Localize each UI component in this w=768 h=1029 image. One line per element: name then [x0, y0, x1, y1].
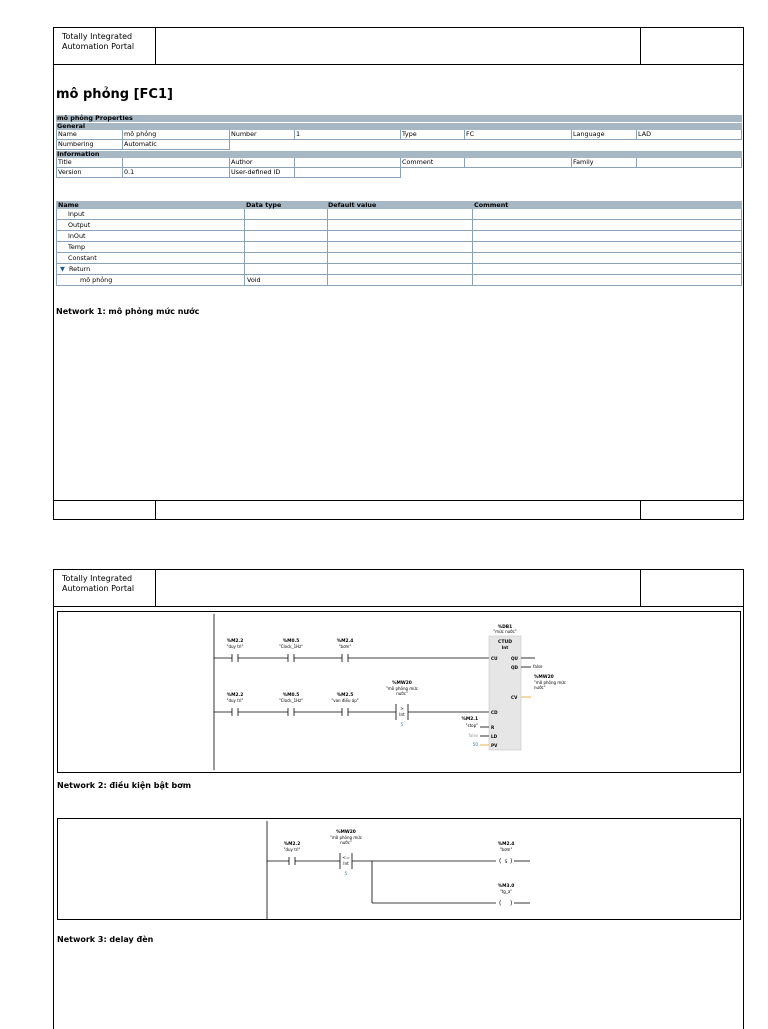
n2-contact-name: "duy trì"	[283, 847, 301, 852]
interface-row	[56, 231, 742, 242]
ctud-block[interactable]	[489, 624, 521, 750]
type-label: Type	[402, 130, 417, 138]
interface-row-type	[246, 254, 247, 262]
pin-ld: LD	[491, 734, 498, 739]
pv-value: 50	[472, 742, 478, 747]
interface-header	[56, 201, 742, 209]
r1c1-name: "duy trì"	[226, 644, 244, 649]
n2-cmp-addr: %MW20	[336, 830, 356, 835]
svg-text:(: (	[499, 858, 502, 865]
general-row-1	[56, 130, 742, 140]
pin-pv: PV	[491, 743, 498, 748]
coil2-name: "tg_a"	[499, 889, 513, 894]
n2-cmp-op: <=	[342, 856, 350, 861]
qd-value: false	[533, 664, 543, 669]
r2c2-name: "Clock_1Hz"	[278, 698, 304, 703]
coil-tg-a[interactable]	[498, 883, 515, 907]
interface-row	[56, 253, 742, 264]
interface-rows	[56, 209, 742, 286]
properties-table	[56, 115, 742, 178]
compare-gt[interactable]	[386, 680, 418, 727]
cv-name2: nước"	[534, 685, 546, 690]
ctud-dtype: Int	[501, 645, 509, 650]
network2-ladder	[58, 819, 742, 921]
info-row-2	[56, 168, 401, 178]
svg-text:): )	[510, 900, 513, 907]
type-value: FC	[466, 130, 475, 138]
contact-duy-tri-1[interactable]	[227, 638, 244, 662]
cmp1-name2: nước"	[396, 691, 408, 696]
cv-name1: "mô phỏng mức	[534, 680, 566, 685]
info-row-1	[56, 158, 742, 168]
compare-le[interactable]	[330, 829, 362, 876]
r1c3-addr: %M2.4	[336, 639, 354, 644]
title-label: Title	[58, 158, 72, 166]
interface-row	[56, 275, 742, 286]
general-row-2	[56, 140, 230, 150]
cmp1-value: 5	[400, 722, 404, 727]
page2-frame	[53, 569, 744, 1029]
r-addr: %M2.1	[461, 717, 478, 722]
interface-row-name: Input	[68, 210, 85, 218]
general-section-bar: General	[56, 123, 742, 130]
family-label: Family	[573, 158, 594, 166]
interface-row-type: Void	[247, 276, 261, 284]
author-label: Author	[231, 158, 253, 166]
contact-duy-tri-n2[interactable]	[284, 841, 301, 865]
contact-van-dieu-ap[interactable]	[331, 692, 358, 716]
contact-duy-tri-2[interactable]	[227, 692, 244, 716]
interface-table	[56, 201, 742, 286]
interface-row-name: InOut	[68, 232, 86, 240]
r1c3-name: "bơm"	[338, 644, 352, 649]
page1-header-text: Totally Integrated Automation Portal	[54, 28, 156, 64]
svg-text:(: (	[499, 900, 502, 907]
contact-bom[interactable]	[337, 638, 354, 662]
coil2-addr: %M3.0	[497, 884, 515, 889]
pin-r: R	[491, 725, 495, 730]
r-name: "stop"	[465, 723, 478, 728]
collapse-arrow-icon[interactable]: ▼	[60, 265, 65, 273]
interface-row-name: Temp	[68, 243, 86, 251]
r2c3-name: "van điều áp"	[331, 698, 359, 703]
cmp1-addr: %MW20	[392, 681, 412, 686]
pin-qu: QU	[511, 656, 518, 661]
coil1-addr: %M2.4	[497, 842, 515, 847]
interface-header-default: Default value	[328, 201, 377, 209]
network1-title: Network 1: mô phỏng mức nước	[56, 307, 200, 316]
interface-row	[56, 242, 742, 253]
interface-row-type	[246, 210, 247, 218]
r1c2-name: "Clock_1Hz"	[278, 644, 304, 649]
svg-text:): )	[510, 858, 513, 865]
coil-set-bom[interactable]	[498, 841, 515, 865]
version-value: 0.1	[124, 168, 135, 176]
pin-cd: CD	[491, 710, 498, 715]
language-value: LAD	[638, 130, 651, 138]
number-value: 1	[296, 130, 301, 138]
contact-clock-2[interactable]	[279, 692, 303, 716]
numbering-value: Automatic	[124, 140, 157, 148]
r2c3-addr: %M2.5	[336, 693, 354, 698]
properties-title: mô phỏng Properties	[56, 115, 742, 122]
page2-header	[54, 570, 743, 607]
pin-cv: CV	[511, 695, 518, 700]
cmp1-type: Int	[399, 712, 405, 717]
page1-footer	[54, 500, 743, 519]
interface-row-type	[246, 221, 247, 229]
title-value	[123, 158, 124, 166]
interface-row-name: Return	[69, 265, 91, 273]
n2-cmp-value: 5	[344, 871, 348, 876]
ctud-addr: %DB1	[497, 625, 513, 630]
ctud-type: CTUD	[497, 640, 513, 645]
network1-ladder	[58, 612, 742, 774]
pin-cu: CU	[491, 656, 498, 661]
author-value	[295, 158, 296, 166]
family-value	[637, 158, 638, 166]
n2-cmp-name2: nước"	[340, 840, 352, 845]
information-section-bar: Information	[56, 151, 742, 158]
r2c2-addr: %M0.5	[282, 693, 300, 698]
name-value: mô phỏng	[124, 130, 157, 138]
ld-value: false	[468, 733, 478, 738]
interface-row-type	[246, 265, 247, 273]
cmp1-name1: "mô phỏng mức	[386, 686, 418, 691]
coil1-name: "bơm"	[499, 847, 513, 852]
number-label: Number	[231, 130, 257, 138]
network3-title: Network 3: delay đèn	[57, 935, 154, 944]
version-label: Version	[58, 168, 82, 176]
comment-label: Comment	[402, 158, 434, 166]
numbering-label: Numbering	[58, 140, 94, 148]
network1-ladder-box	[57, 611, 741, 773]
contact-clock-1[interactable]	[279, 638, 303, 662]
network2-ladder-box	[57, 818, 741, 920]
interface-header-name: Name	[58, 201, 79, 209]
interface-row-type	[246, 232, 247, 240]
n2-cmp-type: Int	[343, 861, 349, 866]
r2c1-name: "duy trì"	[226, 698, 244, 703]
interface-row-type	[246, 243, 247, 251]
page1-header-right	[640, 28, 641, 64]
interface-row-name: Output	[68, 221, 91, 229]
comment-value	[465, 158, 466, 166]
n2-cmp-name1: "mô phỏng mức	[330, 835, 362, 840]
interface-row	[56, 264, 742, 275]
udid-label: User-defined ID	[231, 168, 281, 176]
page1-header	[54, 28, 743, 65]
block-title: mô phỏng [FC1]	[56, 87, 173, 102]
n2-contact-addr: %M2.2	[283, 842, 301, 847]
network2-title: Network 2: điều kiện bật bơm	[57, 781, 192, 790]
coil1-sym: S	[504, 859, 508, 864]
language-label: Language	[573, 130, 605, 138]
interface-row-name: mô phỏng	[80, 276, 113, 284]
interface-header-comment: Comment	[474, 201, 509, 209]
page2-header-right	[640, 570, 641, 606]
interface-row-name: Constant	[68, 254, 97, 262]
interface-header-type: Data type	[246, 201, 282, 209]
r1c1-addr: %M2.2	[226, 639, 244, 644]
name-label: Name	[58, 130, 77, 138]
interface-row	[56, 220, 742, 231]
cmp1-op: >	[400, 707, 404, 712]
ctud-name: "mức nước"	[493, 629, 517, 634]
interface-row	[56, 209, 742, 220]
udid-value	[295, 168, 296, 176]
r2c1-addr: %M2.2	[226, 693, 244, 698]
pin-qd: QD	[511, 665, 519, 670]
page1-frame	[53, 27, 744, 520]
page2-header-text: Totally Integrated Automation Portal	[54, 570, 156, 606]
r1c2-addr: %M0.5	[282, 639, 300, 644]
cv-addr: %MW20	[534, 675, 554, 680]
